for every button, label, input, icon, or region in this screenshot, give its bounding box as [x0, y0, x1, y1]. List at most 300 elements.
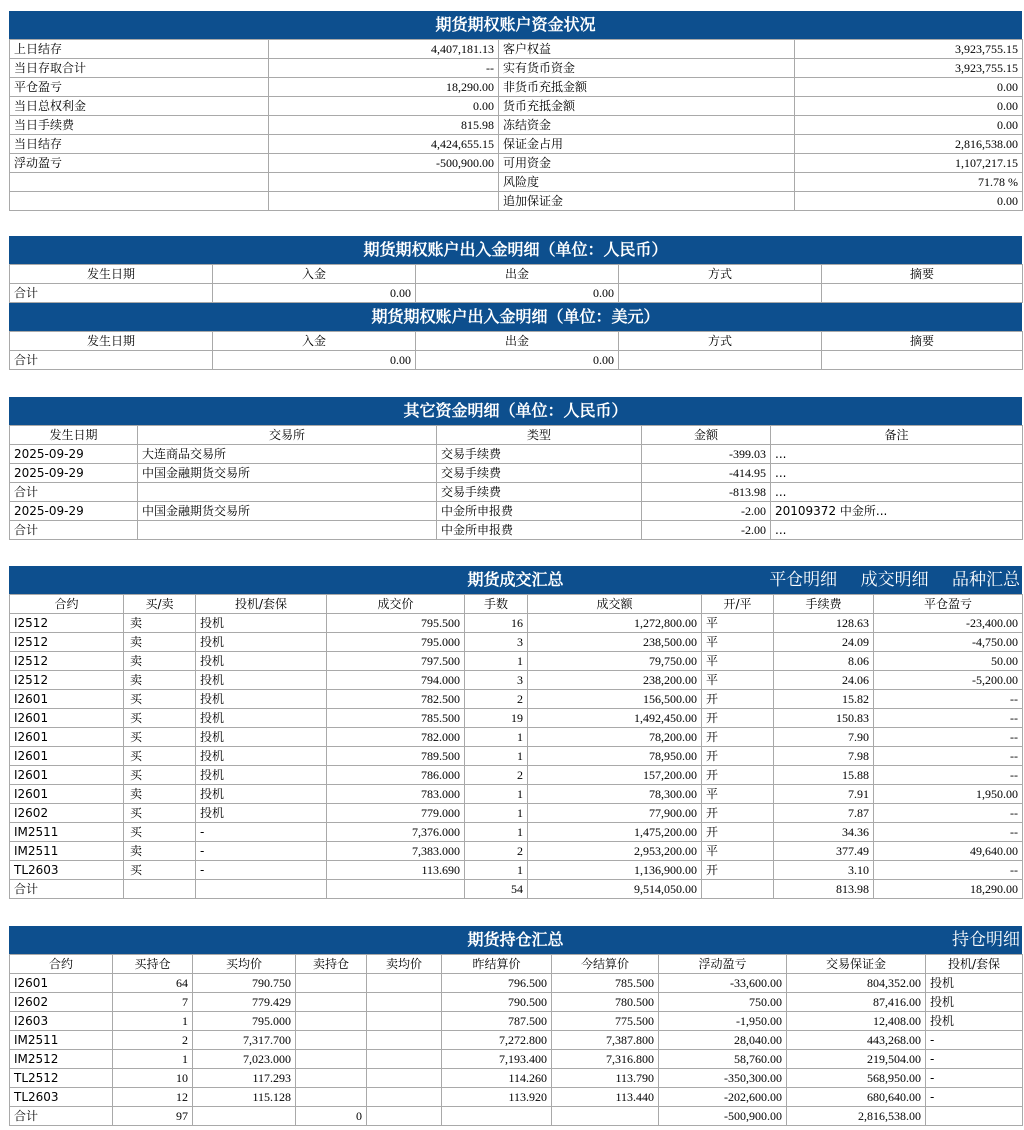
position-detail-link[interactable]: 持仓明细	[952, 930, 1020, 950]
io-usd-col-date: 发生日期	[10, 332, 213, 351]
other-col-date: 发生日期	[10, 426, 138, 445]
pos-float-pnl-cell: -202,600.00	[659, 1088, 787, 1107]
trade-contract-cell: IM2511	[10, 842, 124, 861]
fund-left-value: -500,900.00	[269, 154, 499, 173]
fund-left-label: 当日结存	[10, 135, 269, 154]
trade-pnl-cell: --	[874, 690, 1023, 709]
trade-side-cell: 买	[124, 766, 196, 785]
trade-price-cell: 794.000	[327, 671, 465, 690]
pos-buy-qty-cell: 7	[113, 993, 193, 1012]
trade-row	[10, 690, 1023, 709]
fund-right-label: 客户权益	[499, 40, 795, 59]
io-rmb-col-date: 发生日期	[10, 265, 213, 284]
fund-right-value: 0.00	[795, 97, 1023, 116]
other-note-cell: ...	[771, 521, 1023, 540]
trades-total-empty	[327, 880, 465, 899]
pos-total-float-pnl: -500,900.00	[659, 1107, 787, 1126]
other-date-cell: 2025-09-29	[10, 464, 138, 483]
io-usd-total-in: 0.00	[213, 351, 416, 370]
io-rmb-total-method	[619, 284, 822, 303]
io-usd-header-row	[10, 332, 1023, 351]
trade-pnl-cell: --	[874, 709, 1023, 728]
pos-sell-avg-cell	[367, 1050, 442, 1069]
trade-price-cell: 795.000	[327, 633, 465, 652]
position-row	[10, 1050, 1023, 1069]
trade-hedge-cell: -	[196, 842, 327, 861]
pos-prev-settle-cell: 114.260	[442, 1069, 552, 1088]
io-rmb-total-summary	[822, 284, 1023, 303]
fund-left-value: --	[269, 59, 499, 78]
fund-left-value: 815.98	[269, 116, 499, 135]
trades-total-pnl: 18,290.00	[874, 880, 1023, 899]
trade-open-close-cell: 开	[702, 823, 774, 842]
fund-left-value: 0.00	[269, 97, 499, 116]
pos-buy-qty-cell: 12	[113, 1088, 193, 1107]
pos-sell-avg-cell	[367, 1012, 442, 1031]
trade-open-close-cell: 开	[702, 690, 774, 709]
other-exchange-cell: 中国金融期货交易所	[138, 464, 437, 483]
trade-contract-cell: I2512	[10, 614, 124, 633]
pos-float-pnl-cell: -350,300.00	[659, 1069, 787, 1088]
pos-float-pnl-cell: 28,040.00	[659, 1031, 787, 1050]
pos-buy-avg-cell: 779.429	[193, 993, 296, 1012]
trades-col-lots: 手数	[465, 595, 528, 614]
trade-hedge-cell: 投机	[196, 614, 327, 633]
pos-col-margin: 交易保证金	[787, 955, 926, 974]
trade-row	[10, 614, 1023, 633]
pos-settle-cell: 780.500	[552, 993, 659, 1012]
other-col-exchange: 交易所	[138, 426, 437, 445]
fund-right-label: 风险度	[499, 173, 795, 192]
cash-io-section	[9, 236, 1022, 370]
trade-lots-cell: 1	[465, 785, 528, 804]
pos-buy-qty-cell: 64	[113, 974, 193, 993]
position-row	[10, 1031, 1023, 1050]
positions-total-row	[10, 1107, 1023, 1126]
fund-right-label: 实有货币资金	[499, 59, 795, 78]
other-type-cell: 交易手续费	[437, 445, 642, 464]
pos-sell-qty-cell	[296, 974, 367, 993]
trade-side-cell: 卖	[124, 671, 196, 690]
trade-side-cell: 卖	[124, 652, 196, 671]
product-summary-link[interactable]: 品种汇总	[952, 570, 1020, 590]
trade-fee-cell: 7.90	[774, 728, 874, 747]
trade-row	[10, 823, 1023, 842]
fund-right-label: 非货币充抵金额	[499, 78, 795, 97]
pos-col-prev-settle: 昨结算价	[442, 955, 552, 974]
trade-side-cell: 卖	[124, 633, 196, 652]
pos-buy-avg-cell: 117.293	[193, 1069, 296, 1088]
trade-amount-cell: 79,750.00	[528, 652, 702, 671]
trades-header	[9, 566, 1022, 594]
pos-settle-cell: 113.440	[552, 1088, 659, 1107]
position-row	[10, 974, 1023, 993]
trade-amount-cell: 156,500.00	[528, 690, 702, 709]
position-row	[10, 1012, 1023, 1031]
other-funds-row	[10, 445, 1023, 464]
trade-pnl-cell: -23,400.00	[874, 614, 1023, 633]
other-col-note: 备注	[771, 426, 1023, 445]
other-type-cell: 交易手续费	[437, 483, 642, 502]
other-date-cell: 合计	[10, 521, 138, 540]
positions-header	[9, 926, 1022, 954]
pos-settle-cell: 785.500	[552, 974, 659, 993]
trade-hedge-cell: 投机	[196, 671, 327, 690]
positions-links	[934, 926, 1020, 954]
trade-open-close-cell: 平	[702, 652, 774, 671]
trades-table	[9, 594, 1023, 899]
pos-total-buy-qty: 97	[113, 1107, 193, 1126]
trade-lots-cell: 2	[465, 766, 528, 785]
io-usd-col-method: 方式	[619, 332, 822, 351]
trade-row	[10, 861, 1023, 880]
trade-lots-cell: 1	[465, 747, 528, 766]
pos-col-settle: 今结算价	[552, 955, 659, 974]
other-type-cell: 中金所申报费	[437, 521, 642, 540]
trade-lots-cell: 1	[465, 823, 528, 842]
trade-open-close-cell: 开	[702, 861, 774, 880]
fund-right-label: 可用资金	[499, 154, 795, 173]
trades-col-side: 买/卖	[124, 595, 196, 614]
fund-left-label	[10, 192, 269, 211]
trade-price-cell: 7,383.000	[327, 842, 465, 861]
trade-amount-cell: 77,900.00	[528, 804, 702, 823]
positions-title: 期货持仓汇总	[467, 930, 564, 949]
pos-total-empty	[442, 1107, 552, 1126]
other-date-cell: 合计	[10, 483, 138, 502]
trade-fee-cell: 8.06	[774, 652, 874, 671]
fund-status-section	[9, 11, 1022, 211]
fund-right-value: 0.00	[795, 116, 1023, 135]
fund-status-row	[10, 173, 1023, 192]
trade-hedge-cell: -	[196, 823, 327, 842]
trade-row	[10, 766, 1023, 785]
trade-hedge-cell: 投机	[196, 690, 327, 709]
pos-float-pnl-cell: 750.00	[659, 993, 787, 1012]
trade-side-cell: 卖	[124, 842, 196, 861]
trade-contract-cell: I2601	[10, 709, 124, 728]
io-rmb-col-summary: 摘要	[822, 265, 1023, 284]
trades-col-pnl: 平仓盈亏	[874, 595, 1023, 614]
other-funds-row	[10, 464, 1023, 483]
other-type-cell: 交易手续费	[437, 464, 642, 483]
fund-right-value: 0.00	[795, 78, 1023, 97]
fund-right-value: 2,816,538.00	[795, 135, 1023, 154]
trade-hedge-cell: 投机	[196, 728, 327, 747]
fund-right-value: 3,923,755.15	[795, 59, 1023, 78]
trade-fee-cell: 24.09	[774, 633, 874, 652]
io-usd-col-out: 出金	[416, 332, 619, 351]
pos-settle-cell: 7,387.800	[552, 1031, 659, 1050]
trade-side-cell: 买	[124, 690, 196, 709]
trade-pnl-cell: -5,200.00	[874, 671, 1023, 690]
other-exchange-cell	[138, 521, 437, 540]
trade-side-cell: 卖	[124, 785, 196, 804]
trade-pnl-cell: --	[874, 747, 1023, 766]
trade-lots-cell: 2	[465, 690, 528, 709]
pos-buy-qty-cell: 2	[113, 1031, 193, 1050]
io-usd-total-label: 合计	[10, 351, 213, 370]
fund-left-label: 当日存取合计	[10, 59, 269, 78]
trade-hedge-cell: 投机	[196, 785, 327, 804]
trade-open-close-cell: 开	[702, 728, 774, 747]
fund-status-row	[10, 59, 1023, 78]
pos-prev-settle-cell: 796.500	[442, 974, 552, 993]
other-amount-cell: -414.95	[642, 464, 771, 483]
pos-contract-cell: I2602	[10, 993, 113, 1012]
trade-price-cell: 785.500	[327, 709, 465, 728]
trade-pnl-cell: --	[874, 728, 1023, 747]
trades-col-fee: 手续费	[774, 595, 874, 614]
trades-total-lots: 54	[465, 880, 528, 899]
trade-amount-cell: 78,200.00	[528, 728, 702, 747]
io-rmb-col-out: 出金	[416, 265, 619, 284]
other-amount-cell: -2.00	[642, 502, 771, 521]
trade-fee-cell: 7.87	[774, 804, 874, 823]
close-detail-link[interactable]: 平仓明细	[769, 570, 838, 590]
trade-pnl-cell: --	[874, 804, 1023, 823]
pos-buy-avg-cell: 795.000	[193, 1012, 296, 1031]
trade-contract-cell: I2601	[10, 747, 124, 766]
trade-fee-cell: 128.63	[774, 614, 874, 633]
trade-hedge-cell: -	[196, 861, 327, 880]
trade-open-close-cell: 开	[702, 766, 774, 785]
pos-buy-avg-cell: 790.750	[193, 974, 296, 993]
pos-total-empty	[367, 1107, 442, 1126]
fund-left-value	[269, 192, 499, 211]
trade-open-close-cell: 开	[702, 747, 774, 766]
pos-margin-cell: 804,352.00	[787, 974, 926, 993]
position-row	[10, 993, 1023, 1012]
trade-open-close-cell: 平	[702, 633, 774, 652]
trade-lots-cell: 3	[465, 633, 528, 652]
trade-row	[10, 671, 1023, 690]
fund-left-value	[269, 173, 499, 192]
pos-margin-cell: 12,408.00	[787, 1012, 926, 1031]
trade-amount-cell: 238,500.00	[528, 633, 702, 652]
trade-price-cell: 795.500	[327, 614, 465, 633]
trade-contract-cell: I2601	[10, 766, 124, 785]
io-rmb-total-row	[10, 284, 1023, 303]
trade-hedge-cell: 投机	[196, 747, 327, 766]
trade-side-cell: 买	[124, 823, 196, 842]
trade-pnl-cell: 49,640.00	[874, 842, 1023, 861]
pos-total-empty	[552, 1107, 659, 1126]
trades-header-row	[10, 595, 1023, 614]
other-funds-table	[9, 425, 1023, 540]
trade-open-close-cell: 开	[702, 804, 774, 823]
trade-side-cell: 买	[124, 747, 196, 766]
position-row	[10, 1069, 1023, 1088]
trade-price-cell: 779.000	[327, 804, 465, 823]
pos-sell-qty-cell	[296, 993, 367, 1012]
other-col-type: 类型	[437, 426, 642, 445]
trade-hedge-cell: 投机	[196, 804, 327, 823]
trade-fee-cell: 3.10	[774, 861, 874, 880]
trade-fee-cell: 377.49	[774, 842, 874, 861]
pos-prev-settle-cell: 113.920	[442, 1088, 552, 1107]
trades-col-amount: 成交额	[528, 595, 702, 614]
trade-row	[10, 633, 1023, 652]
trade-amount-cell: 1,492,450.00	[528, 709, 702, 728]
trade-contract-cell: I2512	[10, 671, 124, 690]
fund-right-label: 货币充抵金额	[499, 97, 795, 116]
pos-total-label: 合计	[10, 1107, 113, 1126]
trade-lots-cell: 16	[465, 614, 528, 633]
pos-hedge-cell: 投机	[926, 974, 1023, 993]
other-exchange-cell: 大连商品交易所	[138, 445, 437, 464]
pos-col-hedge: 投机/套保	[926, 955, 1023, 974]
pos-margin-cell: 87,416.00	[787, 993, 926, 1012]
trade-fee-cell: 34.36	[774, 823, 874, 842]
other-note-cell: ...	[771, 464, 1023, 483]
fund-status-row	[10, 116, 1023, 135]
trades-col-hedge: 投机/套保	[196, 595, 327, 614]
trade-row	[10, 747, 1023, 766]
trade-price-cell: 782.000	[327, 728, 465, 747]
other-note-cell: ...	[771, 483, 1023, 502]
other-date-cell: 2025-09-29	[10, 445, 138, 464]
pos-hedge-cell: -	[926, 1088, 1023, 1107]
trade-fee-cell: 7.91	[774, 785, 874, 804]
fund-status-row	[10, 135, 1023, 154]
trade-amount-cell: 1,475,200.00	[528, 823, 702, 842]
trade-side-cell: 买	[124, 804, 196, 823]
trade-amount-cell: 157,200.00	[528, 766, 702, 785]
io-rmb-total-in: 0.00	[213, 284, 416, 303]
fund-status-row	[10, 78, 1023, 97]
trade-price-cell: 7,376.000	[327, 823, 465, 842]
fund-right-value: 71.78 %	[795, 173, 1023, 192]
other-funds-section	[9, 397, 1022, 540]
trade-pnl-cell: -4,750.00	[874, 633, 1023, 652]
trade-fee-cell: 15.82	[774, 690, 874, 709]
other-amount-cell: -2.00	[642, 521, 771, 540]
pos-prev-settle-cell: 7,193.400	[442, 1050, 552, 1069]
pos-hedge-cell: -	[926, 1050, 1023, 1069]
pos-margin-cell: 680,640.00	[787, 1088, 926, 1107]
fund-right-label: 追加保证金	[499, 192, 795, 211]
trade-open-close-cell: 平	[702, 842, 774, 861]
trade-detail-link[interactable]: 成交明细	[860, 570, 929, 590]
trades-col-open-close: 开/平	[702, 595, 774, 614]
pos-contract-cell: TL2603	[10, 1088, 113, 1107]
pos-buy-qty-cell: 1	[113, 1050, 193, 1069]
pos-sell-qty-cell	[296, 1012, 367, 1031]
trade-lots-cell: 1	[465, 728, 528, 747]
pos-sell-qty-cell	[296, 1050, 367, 1069]
pos-col-sell-qty: 卖持仓	[296, 955, 367, 974]
trade-amount-cell: 2,953,200.00	[528, 842, 702, 861]
trades-links	[751, 566, 1020, 594]
pos-hedge-cell: -	[926, 1031, 1023, 1050]
trade-amount-cell: 78,300.00	[528, 785, 702, 804]
position-row	[10, 1088, 1023, 1107]
pos-total-margin: 2,816,538.00	[787, 1107, 926, 1126]
trades-total-empty	[702, 880, 774, 899]
trade-open-close-cell: 平	[702, 671, 774, 690]
trade-contract-cell: I2601	[10, 785, 124, 804]
fund-left-label: 当日总权利金	[10, 97, 269, 116]
trade-pnl-cell: 50.00	[874, 652, 1023, 671]
io-rmb-total-out: 0.00	[416, 284, 619, 303]
trade-pnl-cell: --	[874, 766, 1023, 785]
other-funds-title: 其它资金明细（单位：人民币）	[9, 397, 1022, 425]
trades-total-amount: 9,514,050.00	[528, 880, 702, 899]
fund-left-label	[10, 173, 269, 192]
positions-section	[9, 926, 1022, 1126]
io-rmb-col-in: 入金	[213, 265, 416, 284]
trades-total-row	[10, 880, 1023, 899]
pos-margin-cell: 443,268.00	[787, 1031, 926, 1050]
trades-col-price: 成交价	[327, 595, 465, 614]
io-usd-total-out: 0.00	[416, 351, 619, 370]
pos-total-empty	[926, 1107, 1023, 1126]
trade-open-close-cell: 开	[702, 709, 774, 728]
pos-sell-qty-cell	[296, 1031, 367, 1050]
trades-section	[9, 566, 1022, 899]
other-exchange-cell: 中国金融期货交易所	[138, 502, 437, 521]
pos-contract-cell: TL2512	[10, 1069, 113, 1088]
trade-pnl-cell: 1,950.00	[874, 785, 1023, 804]
pos-margin-cell: 219,504.00	[787, 1050, 926, 1069]
trade-lots-cell: 3	[465, 671, 528, 690]
fund-left-label: 平仓盈亏	[10, 78, 269, 97]
pos-sell-avg-cell	[367, 993, 442, 1012]
trade-pnl-cell: --	[874, 823, 1023, 842]
fund-left-label: 浮动盈亏	[10, 154, 269, 173]
fund-status-row	[10, 192, 1023, 211]
fund-right-label: 冻结资金	[499, 116, 795, 135]
fund-left-value: 4,407,181.13	[269, 40, 499, 59]
trade-side-cell: 买	[124, 709, 196, 728]
trades-total-fee: 813.98	[774, 880, 874, 899]
pos-prev-settle-cell: 787.500	[442, 1012, 552, 1031]
trade-row	[10, 728, 1023, 747]
trade-lots-cell: 1	[465, 804, 528, 823]
trade-pnl-cell: --	[874, 861, 1023, 880]
io-usd-col-summary: 摘要	[822, 332, 1023, 351]
trade-amount-cell: 78,950.00	[528, 747, 702, 766]
trade-fee-cell: 7.98	[774, 747, 874, 766]
trade-hedge-cell: 投机	[196, 766, 327, 785]
io-usd-col-in: 入金	[213, 332, 416, 351]
fund-status-row	[10, 40, 1023, 59]
pos-settle-cell: 113.790	[552, 1069, 659, 1088]
pos-col-float-pnl: 浮动盈亏	[659, 955, 787, 974]
trade-lots-cell: 1	[465, 652, 528, 671]
trade-hedge-cell: 投机	[196, 633, 327, 652]
trade-row	[10, 785, 1023, 804]
pos-prev-settle-cell: 790.500	[442, 993, 552, 1012]
other-col-amount: 金额	[642, 426, 771, 445]
fund-right-label: 保证金占用	[499, 135, 795, 154]
other-amount-cell: -399.03	[642, 445, 771, 464]
io-usd-total-summary	[822, 351, 1023, 370]
pos-contract-cell: I2601	[10, 974, 113, 993]
trades-total-empty	[124, 880, 196, 899]
trade-lots-cell: 2	[465, 842, 528, 861]
fund-left-value: 18,290.00	[269, 78, 499, 97]
fund-left-label: 当日手续费	[10, 116, 269, 135]
trades-title: 期货成交汇总	[467, 570, 564, 589]
trade-fee-cell: 24.06	[774, 671, 874, 690]
io-usd-table	[9, 331, 1023, 370]
pos-hedge-cell: -	[926, 1069, 1023, 1088]
trade-price-cell: 786.000	[327, 766, 465, 785]
other-exchange-cell	[138, 483, 437, 502]
other-funds-row	[10, 502, 1023, 521]
